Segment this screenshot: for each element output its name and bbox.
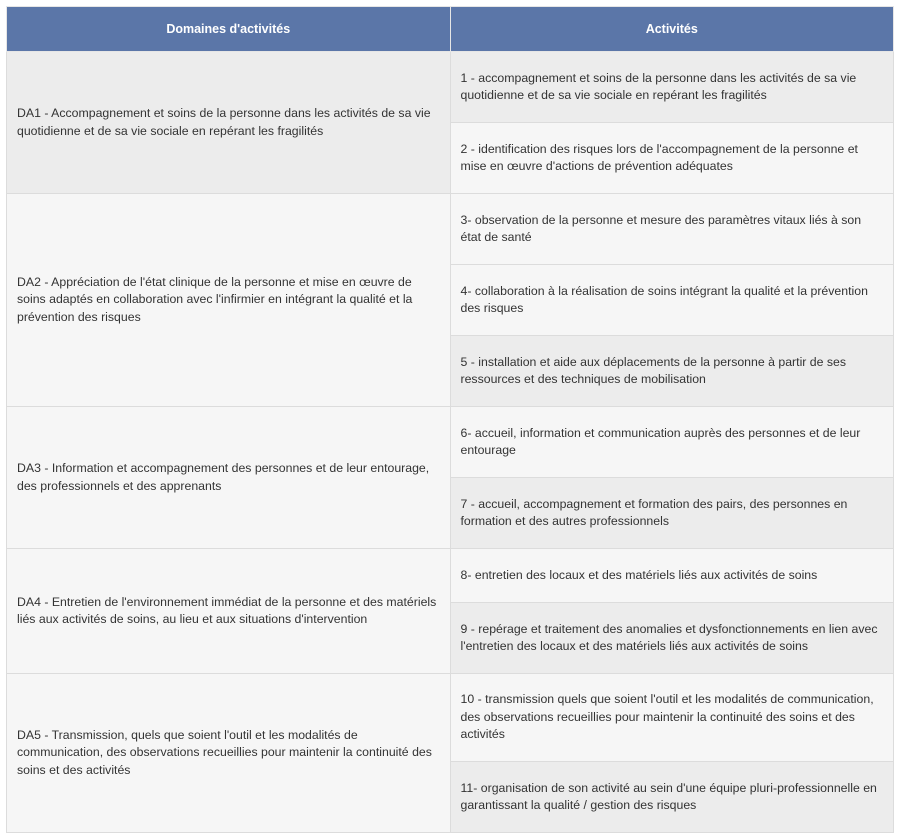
activity-cell: 11- organisation de son activité au sein d'une équipe pluri-professionnelle en garantissant la qualité / gestion des risques — [450, 762, 894, 833]
table-header-row — [7, 7, 894, 52]
activity-cell: 5 - installation et aide aux déplacements de la personne à partir de ses ressources et des techniques de mobilisation — [450, 336, 894, 407]
header-activites: Activités — [450, 7, 894, 52]
activity-cell: 8- entretien des locaux et des matériels liés aux activités de soins — [450, 549, 894, 603]
activity-cell: 4- collaboration à la réalisation de soins intégrant la qualité et la prévention des risques — [450, 265, 894, 336]
table-row — [7, 674, 894, 762]
table-row — [7, 194, 894, 265]
activity-cell: 6- accueil, information et communication auprès des personnes et de leur entourage — [450, 407, 894, 478]
activity-cell: 3- observation de la personne et mesure des paramètres vitaux liés à son état de santé — [450, 194, 894, 265]
table-row — [7, 407, 894, 478]
activity-cell: 1 - accompagnement et soins de la personne dans les activités de sa vie quotidienne et de sa vie sociale en repérant les fragilités — [450, 52, 894, 123]
activity-cell: 9 - repérage et traitement des anomalies et dysfonctionnements en lien avec l'entretien des locaux et des matériels liés aux activités de soins — [450, 603, 894, 674]
domain-cell: DA4 - Entretien de l'environnement immédiat de la personne et des matériels liés aux activités de soins, au lieu et aux situations d'intervention — [7, 549, 451, 674]
activities-table — [6, 6, 894, 833]
activity-cell: 2 - identification des risques lors de l'accompagnement de la personne et mise en œuvre d'actions de prévention adéquates — [450, 123, 894, 194]
activity-cell: 7 - accueil, accompagnement et formation des pairs, des personnes en formation et des autres professionnels — [450, 478, 894, 549]
domain-cell: DA5 - Transmission, quels que soient l'outil et les modalités de communication, des observations recueillies pour maintenir la continuité des soins et des activités — [7, 674, 451, 833]
domain-cell: DA1 - Accompagnement et soins de la personne dans les activités de sa vie quotidienne et de sa vie sociale en repérant les fragilités — [7, 52, 451, 194]
activity-cell: 10 - transmission quels que soient l'outil et les modalités de communication, des observations recueillies pour maintenir la continuité des soins et des activités — [450, 674, 894, 762]
domain-cell: DA3 - Information et accompagnement des personnes et de leur entourage, des professionnels et des apprenants — [7, 407, 451, 549]
table-row — [7, 549, 894, 603]
header-domaines: Domaines d'activités — [7, 7, 451, 52]
table-row — [7, 52, 894, 123]
domain-cell: DA2 - Appréciation de l'état clinique de la personne et mise en œuvre de soins adaptés en collaboration avec l'infirmier en intégrant la qualité et la prévention des risques — [7, 194, 451, 407]
